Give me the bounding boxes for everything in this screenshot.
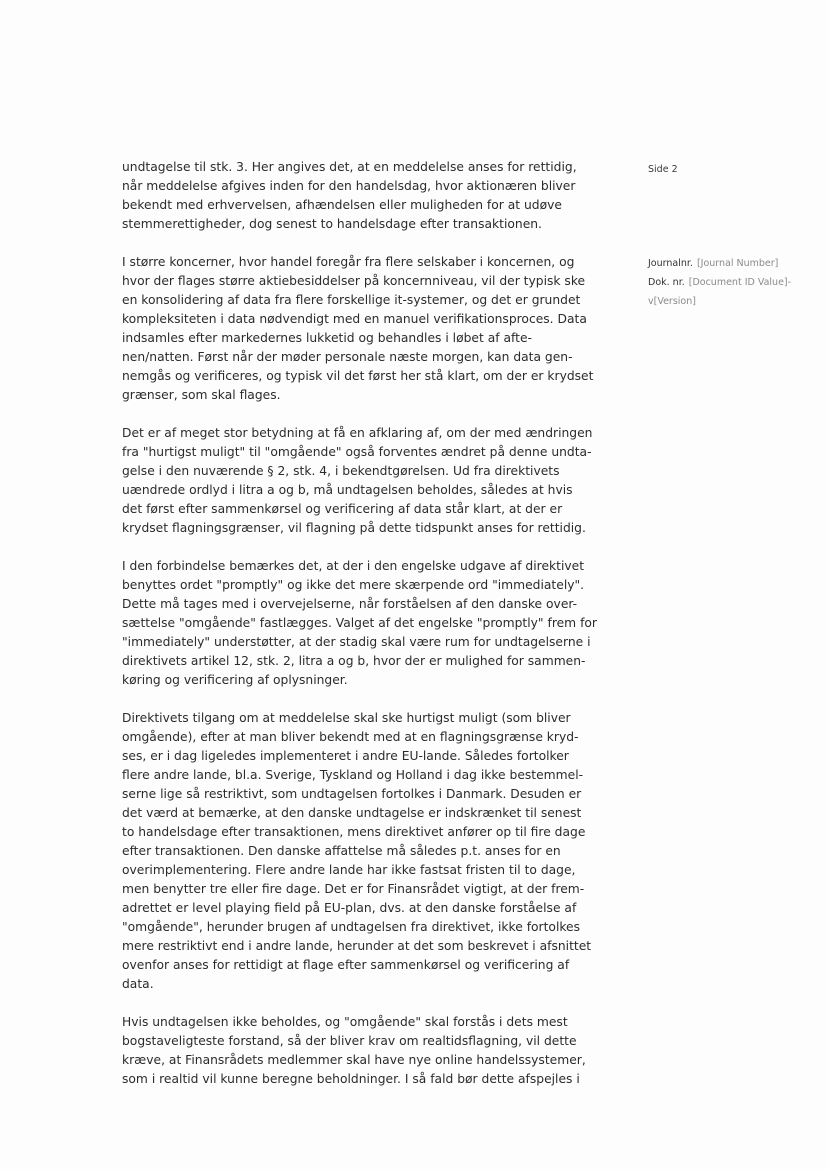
text-line: en konsolidering af data fra flere forskellige it-systemer, og det er grundet [122,293,581,307]
paragraph [122,253,612,405]
text-line: benyttes ordet "promptly" og ikke det mere skærpende ord "immediately". [122,578,585,592]
page-number: Side 2 [648,164,678,175]
paragraph [122,709,612,994]
text-line: når meddelelse afgives inden for den handelsdag, hvor aktionæren bliver [122,179,576,193]
text-line: krydset flagningsgrænser, vil flagning på dette tidspunkt anses for rettidig. [122,521,586,535]
document-id-line [648,273,818,292]
text-line: nemgås og verificeres, og typisk vil det først her stå klart, om der er krydset [122,369,594,383]
text-line: flere andre lande, bl.a. Sverige, Tyskland og Holland i dag ikke bestemmel- [122,768,584,782]
text-line: kompleksiteten i data nødvendigt med en manuel verifikationsproces. Data [122,312,587,326]
text-line: adrettet er level playing field på EU-plan, dvs. at den danske forståelse af [122,901,577,915]
journal-number-line [648,254,818,273]
text-line: ovenfor anses for rettidigt at flage efter sammenkørsel og verificering af [122,958,570,972]
text-line: "immediately" understøtter, at der stadig skal være rum for undtagelserne i [122,635,591,649]
text-line: data. [122,977,154,991]
text-line: det først efter sammenkørsel og verificering af data står klart, at der er [122,502,563,516]
text-line: overimplementering. Flere andre lande har ikke fastsat fristen til to dage, [122,863,576,877]
journal-number-label: Journalnr. [648,258,693,269]
text-line: ses, er i dag ligeledes implementeret i andre EU-lande. Således fortolker [122,749,569,763]
text-line: sættelse "omgående" fastlægges. Valget af det engelske "promptly" frem for [122,616,597,630]
text-line: serne lige så restriktivt, som undtagelsen fortolkes i Danmark. Desuden er [122,787,582,801]
document-meta-block [648,254,818,311]
text-line: uændrede ordlyd i litra a og b, må undtagelsen beholdes, således at hvis [122,483,573,497]
text-line: efter transaktionen. Den danske affattelse må således p.t. anses for en [122,844,561,858]
text-line: kræve, at Finansrådets medlemmer skal have nye online handelssystemer, [122,1053,586,1067]
paragraph [122,158,612,234]
text-line: Hvis undtagelsen ikke beholdes, og "omgående" skal forstås i dets mest [122,1015,568,1029]
text-line: mere restriktivt end i andre lande, herunder at det som beskrevet i afsnittet [122,939,592,953]
text-line: hvor der flages større aktiebesiddelser på koncernniveau, vil der typisk ske [122,274,586,288]
text-line: fra "hurtigst muligt" til "omgående" også forventes ændret på denne undta- [122,445,592,459]
journal-number-value: [Journal Number] [696,258,779,269]
text-line: nen/natten. Først når der møder personale næste morgen, kan data gen- [122,350,573,364]
paragraph [122,1013,612,1089]
text-line: gelse i den nuværende § 2, stk. 4, i bekendtgørelsen. Ud fra direktivets [122,464,560,478]
text-line: bogstaveligteste forstand, så der bliver krav om realtidsflagning, vil dette [122,1034,577,1048]
text-line: køring og verificering af oplysninger. [122,673,348,687]
document-id-value: [Document ID Value]- [688,277,792,288]
text-line: indsamles efter markedernes lukketid og behandles i løbet af afte- [122,331,532,345]
text-line: "omgående", herunder brugen af undtagelsen fra direktivet, ikke fortolkes [122,920,581,934]
text-line: Direktivets tilgang om at meddelelse skal ske hurtigst muligt (som bliver [122,711,571,725]
text-line: to handelsdage efter transaktionen, mens direktivet anfører op til fire dage [122,825,586,839]
text-line: I den forbindelse bemærkes det, at der i den engelske udgave af direktivet [122,559,585,573]
text-line: Dette må tages med i overvejelserne, når forståelsen af den danske over- [122,597,578,611]
text-line: I større koncerner, hvor handel foregår fra flere selskaber i koncernen, og [122,255,575,269]
body-text [122,158,612,1108]
page-number-block [648,160,818,179]
version-value: v[Version] [648,296,696,307]
text-line: bekendt med erhvervelsen, afhændelsen eller muligheden for at udøve [122,198,562,212]
version-line [648,292,818,311]
paragraph [122,424,612,538]
text-line: Det er af meget stor betydning at få en afklaring af, om der med ændringen [122,426,593,440]
text-line: omgående), efter at man bliver bekendt med at en flagningsgrænse kryd- [122,730,579,744]
document-id-label: Dok. nr. [648,277,685,288]
paragraph [122,557,612,690]
text-line: som i realtid vil kunne beregne beholdninger. I så fald bør dette afspejles i [122,1072,580,1086]
text-line: direktivets artikel 12, stk. 2, litra a og b, hvor der er mulighed for sammen- [122,654,586,668]
text-line: grænser, som skal flages. [122,388,281,402]
text-line: stemmerettigheder, dog senest to handelsdage efter transaktionen. [122,217,542,231]
text-line: det værd at bemærke, at den danske undtagelse er indskrænket til senest [122,806,582,820]
text-line: men benytter tre eller fire dage. Det er for Finansrådet vigtigt, at der frem- [122,882,585,896]
text-line: undtagelse til stk. 3. Her angives det, at en meddelelse anses for rettidig, [122,160,577,174]
